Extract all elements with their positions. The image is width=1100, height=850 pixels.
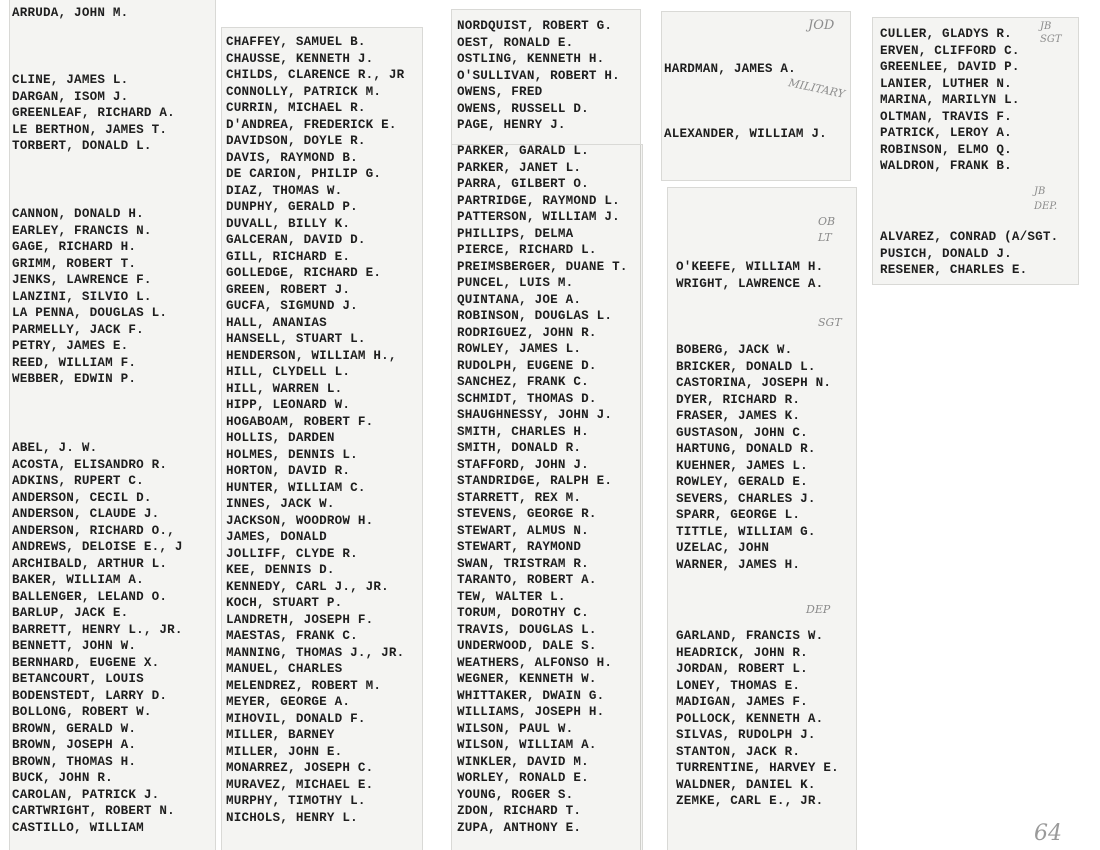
roster-name: ALVAREZ, CONRAD (A/SGT. <box>880 230 1059 244</box>
roster-name: MONARREZ, JOSEPH C. <box>226 761 374 775</box>
roster-name: TRAVIS, DOUGLAS L. <box>457 622 597 637</box>
roster-name: MARINA, MARILYN L. <box>880 93 1020 107</box>
roster-name: DE CARION, PHILIP G. <box>226 167 382 181</box>
col4-block3 <box>676 259 823 292</box>
roster-name: CHILDS, CLARENCE R., JR <box>226 68 405 82</box>
roster-name: YOUNG, ROGER S. <box>457 787 574 802</box>
roster-name: ARRUDA, JOHN M. <box>12 6 129 20</box>
column-divider <box>640 145 641 850</box>
roster-name: TITTLE, WILLIAM G. <box>676 524 816 539</box>
roster-name: GARLAND, FRANCIS W. <box>676 629 824 643</box>
roster-name: HOGABOAM, ROBERT F. <box>226 414 374 429</box>
roster-name: PARRA, GILBERT O. <box>457 177 589 191</box>
roster-name: SMITH, DONALD R. <box>457 441 582 455</box>
roster-name: STEVENS, GEORGE R. <box>457 507 597 521</box>
roster-name: WILLIAMS, JOSEPH H. <box>457 705 605 719</box>
roster-name: MILLER, JOHN E. <box>226 744 343 759</box>
roster-name: STEWART, RAYMOND <box>457 540 582 554</box>
roster-name: PUNCEL, LUIS M. <box>457 276 574 290</box>
col4-block1 <box>664 61 796 78</box>
col4-block4 <box>676 342 831 573</box>
roster-name: CHAUSSE, KENNETH J. <box>226 51 374 66</box>
roster-name: BETANCOURT, LOUIS <box>12 672 144 686</box>
roster-name: WEATHERS, ALFONSO H. <box>457 655 613 670</box>
roster-name: ROWLEY, GERALD E. <box>676 475 808 489</box>
roster-name: GILL, RICHARD E. <box>226 249 351 264</box>
roster-name: BAKER, WILLIAM A. <box>12 573 144 587</box>
roster-name: WARNER, JAMES H. <box>676 557 801 572</box>
roster-name: HALL, ANANIAS <box>226 315 327 330</box>
roster-name: STANDRIDGE, RALPH E. <box>457 474 613 488</box>
roster-name: STAFFORD, JOHN J. <box>457 457 589 472</box>
roster-name: JENKS, LAWRENCE F. <box>12 273 152 287</box>
roster-name: MANNING, THOMAS J., JR. <box>226 645 405 660</box>
roster-name: HILL, CLYDELL L. <box>226 365 351 379</box>
roster-name: JAMES, DONALD <box>226 530 327 544</box>
roster-name: WINKLER, DAVID M. <box>457 754 589 769</box>
roster-name: WEBBER, EDWIN P. <box>12 372 137 386</box>
roster-name: TORBERT, DONALD L. <box>12 139 152 153</box>
roster-name: JACKSON, WOODROW H. <box>226 513 374 528</box>
roster-name: CASTORINA, JOSEPH N. <box>676 376 832 390</box>
roster-name: CAROLAN, PATRICK J. <box>12 787 160 802</box>
roster-name: STARRETT, REX M. <box>457 490 582 505</box>
roster-name: GOLLEDGE, RICHARD E. <box>226 266 382 280</box>
roster-name: TURRENTINE, HARVEY E. <box>676 761 839 775</box>
roster-name: RESENER, CHARLES E. <box>880 263 1028 277</box>
roster-name: POLLOCK, KENNETH A. <box>676 711 824 726</box>
roster-name: PATTERSON, WILLIAM J. <box>457 210 620 224</box>
roster-name: HANSELL, STUART L. <box>226 332 366 346</box>
roster-name: WRIGHT, LAWRENCE A. <box>676 276 824 291</box>
roster-name: PATRICK, LEROY A. <box>880 126 1012 140</box>
roster-name: BOLLONG, ROBERT W. <box>12 705 152 719</box>
roster-name: PARMELLY, JACK F. <box>12 322 144 337</box>
roster-name: LA PENNA, DOUGLAS L. <box>12 306 168 320</box>
roster-name: GREENLEAF, RICHARD A. <box>12 106 175 120</box>
col4-block5 <box>676 628 839 810</box>
roster-name: HARDMAN, JAMES A. <box>664 62 796 76</box>
roster-name: ERVEN, CLIFFORD C. <box>880 43 1020 58</box>
roster-name: TORUM, DOROTHY C. <box>457 606 589 620</box>
col3-block1 <box>457 18 620 134</box>
roster-name: WALDNER, DANIEL K. <box>676 777 816 792</box>
roster-name: OWENS, FRED <box>457 85 543 99</box>
roster-name: KOCH, STUART P. <box>226 596 343 610</box>
roster-name: PARKER, GARALD L. <box>457 144 589 158</box>
roster-name: GREENLEE, DAVID P. <box>880 60 1020 74</box>
roster-name: ANDERSON, CECIL D. <box>12 490 152 505</box>
annotation-ob-lt: OB LT <box>818 215 836 244</box>
roster-name: GALCERAN, DAVID D. <box>226 233 366 247</box>
roster-name: DAVIS, RAYMOND B. <box>226 150 358 165</box>
annotation-jb-sgt: JB SGT <box>1040 21 1062 45</box>
roster-name: CLINE, JAMES L. <box>12 73 129 87</box>
roster-name: SMITH, CHARLES H. <box>457 424 589 439</box>
roster-name: ACOSTA, ELISANDRO R. <box>12 457 168 472</box>
col5-block2 <box>880 229 1058 279</box>
roster-name: INNES, JACK W. <box>226 497 335 511</box>
col5-block1 <box>880 26 1020 175</box>
roster-name: BARLUP, JACK E. <box>12 606 129 620</box>
roster-name: HILL, WARREN L. <box>226 381 343 396</box>
roster-name: SANCHEZ, FRANK C. <box>457 375 589 389</box>
roster-name: GREEN, ROBERT J. <box>226 282 351 297</box>
roster-name: BROWN, GERALD W. <box>12 721 137 736</box>
roster-name: O'SULLIVAN, ROBERT H. <box>457 68 620 83</box>
roster-name: ANDREWS, DELOISE E., J <box>12 540 183 554</box>
col1-block4 <box>12 440 183 836</box>
roster-name: NORDQUIST, ROBERT G. <box>457 19 613 33</box>
roster-name: DUNPHY, GERALD P. <box>226 200 358 214</box>
roster-name: WILSON, WILLIAM A. <box>457 738 597 752</box>
roster-name: BROWN, JOSEPH A. <box>12 738 137 752</box>
roster-name: WILSON, PAUL W. <box>457 721 574 736</box>
roster-name: HEADRICK, JOHN R. <box>676 645 808 660</box>
roster-name: RUDOLPH, EUGENE D. <box>457 358 597 373</box>
roster-name: JOLLIFF, CLYDE R. <box>226 546 358 561</box>
roster-name: HOLMES, DENNIS L. <box>226 447 358 462</box>
roster-name: ADKINS, RUPERT C. <box>12 474 144 488</box>
roster-name: OSTLING, KENNETH H. <box>457 52 605 66</box>
roster-name: BALLENGER, LELAND O. <box>12 589 168 604</box>
roster-name: EARLEY, FRANCIS N. <box>12 223 152 238</box>
annotation-military: MILITARY <box>787 76 846 101</box>
roster-name: WORLEY, RONALD E. <box>457 771 589 785</box>
roster-name: GUSTASON, JOHN C. <box>676 425 808 440</box>
annotation-jb-dep: JB DEP. <box>1034 186 1058 212</box>
roster-name: SPARR, GEORGE L. <box>676 508 801 522</box>
roster-name: MAESTAS, FRANK C. <box>226 629 358 643</box>
roster-name: JORDAN, ROBERT L. <box>676 662 808 676</box>
roster-name: LANDRETH, JOSEPH F. <box>226 612 374 627</box>
roster-name: ARCHIBALD, ARTHUR L. <box>12 556 168 571</box>
roster-name: MURPHY, TIMOTHY L. <box>226 794 366 808</box>
roster-name: HORTON, DAVID R. <box>226 464 351 478</box>
roster-name: DUVALL, BILLY K. <box>226 216 351 231</box>
roster-name: RODRIGUEZ, JOHN R. <box>457 325 597 340</box>
roster-name: HENDERSON, WILLIAM H., <box>226 348 397 363</box>
roster-name: OLTMAN, TRAVIS F. <box>880 109 1012 124</box>
roster-name: MURAVEZ, MICHAEL E. <box>226 777 374 792</box>
roster-name: SWAN, TRISTRAM R. <box>457 556 589 571</box>
col1-block3 <box>12 206 167 388</box>
roster-name: REED, WILLIAM F. <box>12 355 137 370</box>
roster-name: STANTON, JACK R. <box>676 744 801 759</box>
roster-name: HARTUNG, DONALD R. <box>676 442 816 456</box>
roster-name: QUINTANA, JOE A. <box>457 292 582 307</box>
roster-name: MADIGAN, JAMES F. <box>676 695 808 709</box>
roster-name: MELENDREZ, ROBERT M. <box>226 678 382 693</box>
roster-name: DYER, RICHARD R. <box>676 392 801 407</box>
roster-name: LE BERTHON, JAMES T. <box>12 122 168 137</box>
col2-block1 <box>226 34 404 826</box>
roster-name: ZDON, RICHARD T. <box>457 804 582 818</box>
roster-name: TARANTO, ROBERT A. <box>457 573 597 587</box>
roster-name: MIHOVIL, DONALD F. <box>226 711 366 726</box>
roster-name: KEE, DENNIS D. <box>226 563 335 577</box>
roster-name: DIAZ, THOMAS W. <box>226 183 343 198</box>
roster-name: CHAFFEY, SAMUEL B. <box>226 35 366 49</box>
roster-name: O'KEEFE, WILLIAM H. <box>676 260 824 274</box>
roster-name: SCHMIDT, THOMAS D. <box>457 391 597 406</box>
roster-name: MANUEL, CHARLES <box>226 662 343 676</box>
roster-name: FRASER, JAMES K. <box>676 409 801 423</box>
annotation-dep: DEP <box>806 603 831 616</box>
roster-name: ROBINSON, DOUGLAS L. <box>457 309 613 323</box>
roster-name: BERNHARD, EUGENE X. <box>12 655 160 670</box>
roster-name: CULLER, GLADYS R. <box>880 27 1012 41</box>
roster-name: DAVIDSON, DOYLE R. <box>226 134 366 148</box>
roster-name: GUCFA, SIGMUND J. <box>226 299 358 313</box>
roster-name: PARTRIDGE, RAYMOND L. <box>457 193 620 208</box>
roster-name: BRICKER, DONALD L. <box>676 359 816 374</box>
roster-name: WALDRON, FRANK B. <box>880 159 1012 173</box>
roster-name: SILVAS, RUDOLPH J. <box>676 728 816 742</box>
roster-name: PARKER, JANET L. <box>457 160 582 175</box>
roster-name: MILLER, BARNEY <box>226 728 335 742</box>
roster-name: BOBERG, JACK W. <box>676 343 793 357</box>
roster-name: NICHOLS, HENRY L. <box>226 810 358 825</box>
roster-name: DARGAN, ISOM J. <box>12 89 129 104</box>
roster-name: CARTWRIGHT, ROBERT N. <box>12 804 175 818</box>
roster-name: GAGE, RICHARD H. <box>12 240 137 254</box>
col1-block2 <box>12 72 175 155</box>
roster-name: ZUPA, ANTHONY E. <box>457 820 582 835</box>
roster-name: CURRIN, MICHAEL R. <box>226 101 366 115</box>
roster-name: SEVERS, CHARLES J. <box>676 491 816 506</box>
roster-name: CANNON, DONALD H. <box>12 207 144 221</box>
roster-name: PHILLIPS, DELMA <box>457 226 574 241</box>
roster-name: ROWLEY, JAMES L. <box>457 342 582 356</box>
col3-block2 <box>457 143 628 836</box>
roster-name: HUNTER, WILLIAM C. <box>226 480 366 495</box>
roster-name: OWENS, RUSSELL D. <box>457 101 589 116</box>
roster-name: ZEMKE, CARL E., JR. <box>676 794 824 808</box>
roster-name: PAGE, HENRY J. <box>457 118 566 132</box>
roster-name: PETRY, JAMES E. <box>12 339 129 353</box>
page-number: 64 <box>1034 821 1062 846</box>
roster-name: LONEY, THOMAS E. <box>676 678 801 693</box>
roster-name: OEST, RONALD E. <box>457 35 574 50</box>
annotation-jod: JOD <box>808 18 835 33</box>
annotation-sgt: SGT <box>818 316 842 329</box>
roster-name: BODENSTEDT, LARRY D. <box>12 688 168 703</box>
roster-name: CASTILLO, WILLIAM <box>12 820 144 835</box>
roster-name: ROBINSON, ELMO Q. <box>880 142 1012 157</box>
roster-name: LANIER, LUTHER N. <box>880 76 1012 91</box>
roster-name: CONNOLLY, PATRICK M. <box>226 84 382 99</box>
roster-name: ANDERSON, CLAUDE J. <box>12 507 160 521</box>
roster-name: UNDERWOOD, DALE S. <box>457 639 597 653</box>
col4-block2 <box>664 126 827 143</box>
roster-name: WHITTAKER, DWAIN G. <box>457 688 605 703</box>
roster-name: ALEXANDER, WILLIAM J. <box>664 127 827 141</box>
roster-name: BROWN, THOMAS H. <box>12 754 137 769</box>
roster-name: HIPP, LEONARD W. <box>226 398 351 412</box>
roster-name: STEWART, ALMUS N. <box>457 523 589 538</box>
roster-name: ABEL, J. W. <box>12 441 98 455</box>
roster-name: ANDERSON, RICHARD O., <box>12 523 175 538</box>
roster-name: PUSICH, DONALD J. <box>880 246 1012 261</box>
roster-name: KENNEDY, CARL J., JR. <box>226 579 389 594</box>
roster-name: PREIMSBERGER, DUANE T. <box>457 259 628 274</box>
roster-name: WEGNER, KENNETH W. <box>457 672 597 686</box>
roster-name: BUCK, JOHN R. <box>12 771 113 785</box>
roster-name: SHAUGHNESSY, JOHN J. <box>457 408 613 422</box>
roster-name: D'ANDREA, FREDERICK E. <box>226 117 397 132</box>
col1-block1 <box>12 5 128 22</box>
roster-name: BENNETT, JOHN W. <box>12 639 137 653</box>
roster-name: BARRETT, HENRY L., JR. <box>12 622 183 637</box>
roster-name: HOLLIS, DARDEN <box>226 431 335 445</box>
roster-name: PIERCE, RICHARD L. <box>457 243 597 257</box>
roster-name: TEW, WALTER L. <box>457 589 566 604</box>
roster-name: GRIMM, ROBERT T. <box>12 256 137 271</box>
roster-name: UZELAC, JOHN <box>676 541 770 555</box>
roster-name: MEYER, GEORGE A. <box>226 695 351 709</box>
roster-name: LANZINI, SILVIO L. <box>12 289 152 304</box>
roster-name: KUEHNER, JAMES L. <box>676 458 808 473</box>
